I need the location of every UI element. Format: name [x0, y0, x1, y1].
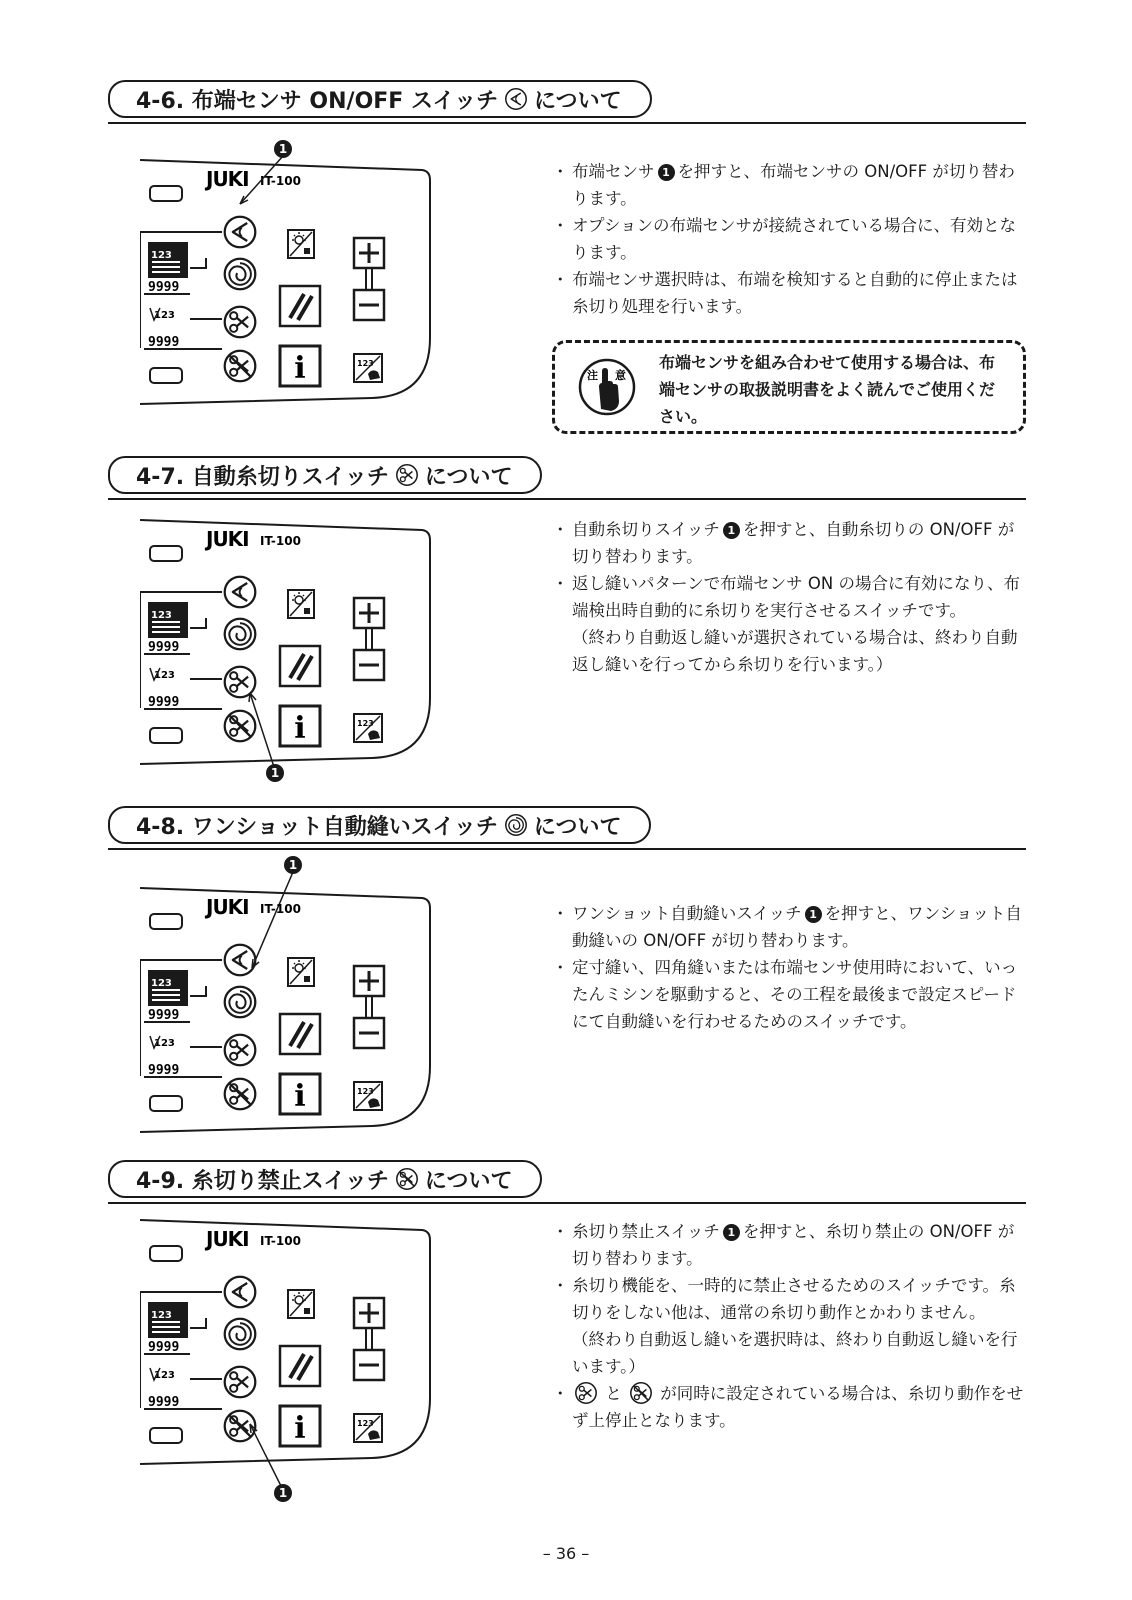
note: （終わり自動返し縫いを選択時は、終わり自動返し縫いを行います。）	[572, 1330, 1018, 1376]
section-header-4-8	[108, 806, 1026, 850]
caution-text: 布端センサを組み合わせて使用する場合は、布端センサの取扱説明書をよく読んでご使用ください。	[659, 353, 996, 426]
callout-1: 1	[723, 1224, 740, 1241]
callout-1: 1	[274, 1484, 292, 1502]
section-rule	[108, 498, 1026, 500]
auto-thread-trim-icon	[395, 463, 419, 487]
section-4-7-description	[552, 516, 1030, 678]
list-item: ・ と が同時に設定されている場合は、糸切り動作をせず上停止となります。	[552, 1380, 1030, 1434]
section-header-4-7	[108, 456, 1026, 500]
control-panel-illustration	[140, 158, 440, 408]
list-item: ・ 糸切り禁止スイッチ 1 を押すと、糸切り禁止の ON/OFF が切り替わります。	[552, 1218, 1030, 1272]
one-shot-auto-sew-icon	[504, 813, 528, 837]
list-item: ・ 定寸縫い、四角縫いまたは布端センサ使用時において、いったんミシンを駆動すると、その工程を最後まで設定スピードにて自動縫いを行わせるためのスイッチです。	[552, 954, 1030, 1035]
note: （終わり自動返し縫いが選択されている場合は、終わり自動返し縫いを行ってから糸切りを行います。）	[572, 628, 1018, 674]
section-title: 4-8. ワンショット自動縫いスイッチ について	[108, 806, 651, 844]
section-header-4-9	[108, 1160, 1026, 1204]
section-title: 4-9. 糸切り禁止スイッチ について	[108, 1160, 542, 1198]
thread-trim-prohibit-icon	[629, 1381, 653, 1405]
callout-1: 1	[274, 140, 292, 158]
callout-1: 1	[805, 906, 822, 923]
section-4-9-description	[552, 1218, 1030, 1434]
section-4-8-description	[552, 900, 1030, 1035]
section-title: 4-6. 布端センサ ON/OFF スイッチ について	[108, 80, 652, 118]
list-item: ・ ワンショット自動縫いスイッチ 1 を押すと、ワンショット自動縫いの ON/OFF が切り替わります。	[552, 900, 1030, 954]
caution-hand-icon	[577, 357, 637, 417]
list-item: ・ オプションの布端センサが接続されている場合に、有効となります。	[552, 212, 1030, 266]
fabric-sensor-icon	[504, 87, 528, 111]
callout-1: 1	[284, 856, 302, 874]
control-panel-illustration	[140, 1218, 440, 1468]
list-item: ・ 糸切り機能を、一時的に禁止させるためのスイッチです。糸切りをしない他は、通常の糸切り動作とかわりません。	[552, 1272, 1030, 1326]
section-4-6-description	[552, 158, 1030, 320]
auto-thread-trim-icon	[574, 1381, 598, 1405]
section-header-4-6	[108, 80, 1026, 124]
callout-1: 1	[723, 522, 740, 539]
section-rule	[108, 122, 1026, 124]
control-panel-illustration	[140, 886, 440, 1136]
list-item: ・ 返し縫いパターンで布端センサ ON の場合に有効になり、布端検出時自動的に糸切りを実行させるスイッチです。	[552, 570, 1030, 624]
callout-1: 1	[658, 164, 675, 181]
caution-box	[552, 340, 1026, 434]
callout-1: 1	[266, 764, 284, 782]
control-panel-illustration	[140, 518, 440, 768]
list-item: ・ 布端センサ選択時は、布端を検知すると自動的に停止または糸切り処理を行います。	[552, 266, 1030, 320]
page-number: – 36 –	[542, 1544, 590, 1563]
section-title: 4-7. 自動糸切りスイッチ について	[108, 456, 542, 494]
section-rule	[108, 848, 1026, 850]
list-item: ・ 布端センサ 1 を押すと、布端センサの ON/OFF が切り替わります。	[552, 158, 1030, 212]
svg-text:注: 注	[587, 369, 598, 382]
list-item: ・ 自動糸切りスイッチ 1 を押すと、自動糸切りの ON/OFF が切り替わります。	[552, 516, 1030, 570]
svg-text:意: 意	[615, 369, 626, 382]
thread-trim-prohibit-icon	[395, 1167, 419, 1191]
section-rule	[108, 1202, 1026, 1204]
